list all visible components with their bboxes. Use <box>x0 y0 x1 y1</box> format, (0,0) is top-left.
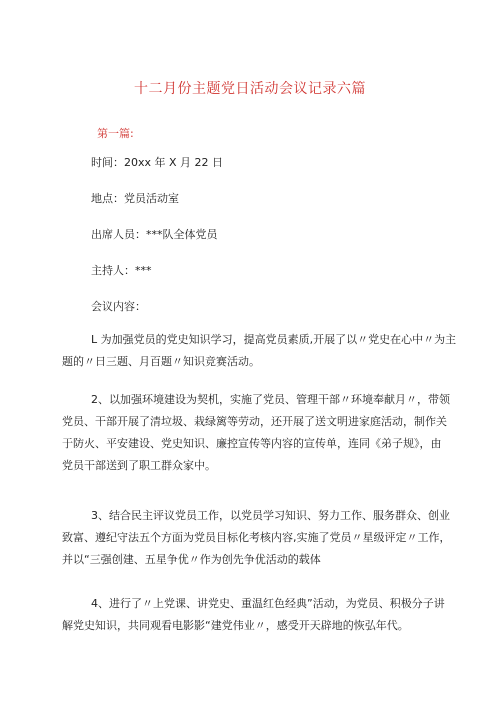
paragraph-line: 题的〃日三题、月百题〃知识竞赛活动。 <box>62 355 260 368</box>
content-item <box>62 593 445 637</box>
meeting-location: 地点：党员活动室 <box>91 192 179 205</box>
paragraph-line: 党员干部送到了职工群众家中。 <box>62 459 216 472</box>
meeting-attendees: 出席人员：***队全体党员 <box>91 228 218 241</box>
content-item <box>62 505 451 571</box>
paragraph-line: 致富、遵纪守法五个方面为党员目标化考核内容,实施了党员〃星级评定〃工作， <box>62 531 451 544</box>
section-label: 第一篇: <box>97 127 134 140</box>
paragraph-line: 2、以加强环境建设为契机，实施了党员、管理干部〃环境奉献月〃，带领 <box>91 393 450 406</box>
meeting-host: 主持人：*** <box>91 264 152 277</box>
content-item <box>62 389 450 477</box>
paragraph-line: 解党史知识，共同观看电影影“建党伟业〃，感受开天辟地的恢弘年代。 <box>62 619 409 632</box>
paragraph-line: 4、进行了〃上党课、讲党史、重温红色经典”活动，为党员、积极分子讲 <box>91 597 445 610</box>
meeting-time: 时间：20xx 年 X 月 22 日 <box>91 156 224 169</box>
paragraph-line: 并以“三强创建、五星争优〃作为创先争优活动的载体 <box>62 553 321 566</box>
meeting-content-label: 会议内容： <box>91 300 146 313</box>
paragraph-line: 3、结合民主评议党员工作，以党员学习知识、努力工作、服务群众、创业 <box>91 509 450 522</box>
paragraph-line: 党员、干部开展了清垃圾、栽绿篱等劳动，还开展了送文明进家庭活动，制作关 <box>62 415 447 428</box>
content-item <box>62 329 457 373</box>
paragraph-line: L 为加强党员的党史知识学习，提高党员素质,开展了以〃党史在心中〃为主 <box>91 333 457 346</box>
document-title: 十二月份主题党日活动会议记录六篇 <box>134 81 366 97</box>
paragraph-line: 于防火、平安建设、党史知识、廉控宣传等内容的宣传单，连同《弟子规》，由 <box>62 437 442 450</box>
